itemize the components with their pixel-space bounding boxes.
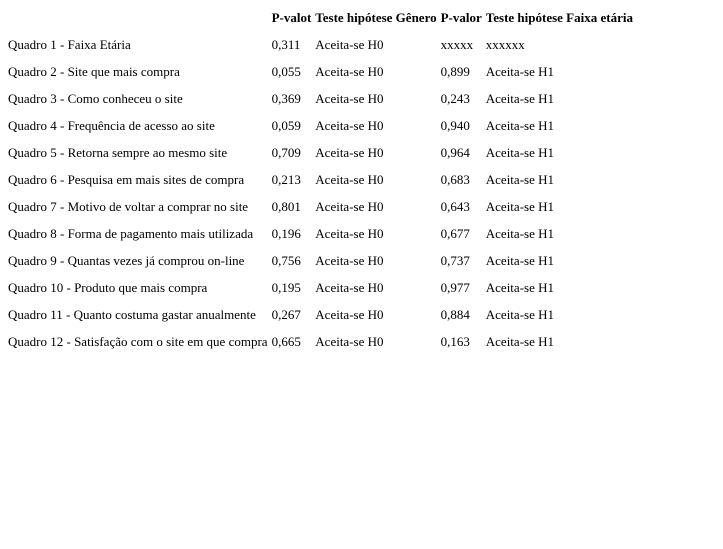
p-value-gender-cell: 0,213 (271, 172, 301, 187)
hypothesis-age-cell: Aceita-se H1 (485, 172, 554, 187)
header-hypothesis-gender: Teste hipótese Gênero (315, 10, 437, 25)
hypothesis-age-cell: Aceita-se H1 (485, 199, 554, 214)
table-row (8, 85, 633, 112)
hypothesis-age-cell: Aceita-se H1 (485, 307, 554, 322)
p-value-gender-cell: 0,369 (271, 91, 301, 106)
header-p-value-gender: P-valot (271, 10, 312, 25)
p-value-age-cell: 0,643 (440, 199, 470, 214)
hypothesis-gender-cell: Aceita-se H0 (315, 280, 384, 295)
p-value-age-cell: 0,163 (440, 334, 470, 349)
table-row (8, 58, 633, 85)
table-row (8, 328, 633, 355)
hypothesis-gender-cell: Aceita-se H0 (315, 145, 384, 160)
hypothesis-age-cell: Aceita-se H1 (485, 64, 554, 79)
hypothesis-age-cell: Aceita-se H1 (485, 91, 554, 106)
hypothesis-age-cell: Aceita-se H1 (485, 226, 554, 241)
hypothesis-gender-cell: Aceita-se H0 (315, 64, 384, 79)
p-value-age-cell: 0,683 (440, 172, 470, 187)
hypothesis-results-table (4, 4, 637, 355)
hypothesis-gender-cell: Aceita-se H0 (315, 118, 384, 133)
table-row (8, 166, 633, 193)
p-value-gender-cell: 0,801 (271, 199, 301, 214)
header-p-value-age: P-valor (440, 10, 482, 25)
hypothesis-gender-cell: Aceita-se H0 (315, 37, 384, 52)
hypothesis-gender-cell: Aceita-se H0 (315, 226, 384, 241)
hypothesis-gender-cell: Aceita-se H0 (315, 199, 384, 214)
p-value-age-cell: xxxxx (440, 37, 474, 52)
question-cell: Quadro 12 - Satisfação com o site em que compra (8, 334, 268, 349)
hypothesis-gender-cell: Aceita-se H0 (315, 334, 384, 349)
hypothesis-age-cell: Aceita-se H1 (485, 145, 554, 160)
question-cell: Quadro 2 - Site que mais compra (8, 64, 180, 79)
p-value-gender-cell: 0,196 (271, 226, 301, 241)
table-row (8, 112, 633, 139)
hypothesis-age-cell: Aceita-se H1 (485, 334, 554, 349)
p-value-age-cell: 0,964 (440, 145, 470, 160)
table-row (8, 274, 633, 301)
hypothesis-gender-cell: Aceita-se H0 (315, 91, 384, 106)
hypothesis-gender-cell: Aceita-se H0 (315, 307, 384, 322)
hypothesis-age-cell: Aceita-se H1 (485, 253, 554, 268)
table-header (8, 4, 633, 31)
hypothesis-age-cell: xxxxxx (485, 37, 525, 52)
p-value-age-cell: 0,977 (440, 280, 470, 295)
p-value-age-cell: 0,737 (440, 253, 470, 268)
p-value-age-cell: 0,940 (440, 118, 470, 133)
p-value-age-cell: 0,677 (440, 226, 470, 241)
table-body (8, 31, 633, 355)
table-row (8, 220, 633, 247)
p-value-gender-cell: 0,059 (271, 118, 301, 133)
question-cell: Quadro 10 - Produto que mais compra (8, 280, 208, 295)
table-row (8, 31, 633, 58)
header-question (8, 4, 268, 31)
p-value-gender-cell: 0,709 (271, 145, 301, 160)
table-row (8, 139, 633, 166)
hypothesis-age-cell: Aceita-se H1 (485, 118, 554, 133)
question-cell: Quadro 1 - Faixa Etária (8, 37, 131, 52)
question-cell: Quadro 5 - Retorna sempre ao mesmo site (8, 145, 228, 160)
question-cell: Quadro 4 - Frequência de acesso ao site (8, 118, 215, 133)
question-cell: Quadro 3 - Como conheceu o site (8, 91, 183, 106)
p-value-age-cell: 0,243 (440, 91, 470, 106)
p-value-gender-cell: 0,665 (271, 334, 301, 349)
p-value-gender-cell: 0,311 (271, 37, 301, 52)
question-cell: Quadro 8 - Forma de pagamento mais utilizada (8, 226, 254, 241)
p-value-gender-cell: 0,267 (271, 307, 301, 322)
question-cell: Quadro 9 - Quantas vezes já comprou on-line (8, 253, 245, 268)
question-cell: Quadro 11 - Quanto costuma gastar anualmente (8, 307, 256, 322)
p-value-age-cell: 0,899 (440, 64, 470, 79)
p-value-gender-cell: 0,055 (271, 64, 301, 79)
table-row (8, 301, 633, 328)
header-row (8, 4, 633, 31)
p-value-gender-cell: 0,756 (271, 253, 301, 268)
table-row (8, 193, 633, 220)
hypothesis-gender-cell: Aceita-se H0 (315, 172, 384, 187)
question-cell: Quadro 6 - Pesquisa em mais sites de compra (8, 172, 245, 187)
p-value-age-cell: 0,884 (440, 307, 470, 322)
table-row (8, 247, 633, 274)
header-hypothesis-age: Teste hipótese Faixa etária (485, 10, 633, 25)
hypothesis-gender-cell: Aceita-se H0 (315, 253, 384, 268)
question-cell: Quadro 7 - Motivo de voltar a comprar no site (8, 199, 249, 214)
p-value-gender-cell: 0,195 (271, 280, 301, 295)
hypothesis-age-cell: Aceita-se H1 (485, 280, 554, 295)
